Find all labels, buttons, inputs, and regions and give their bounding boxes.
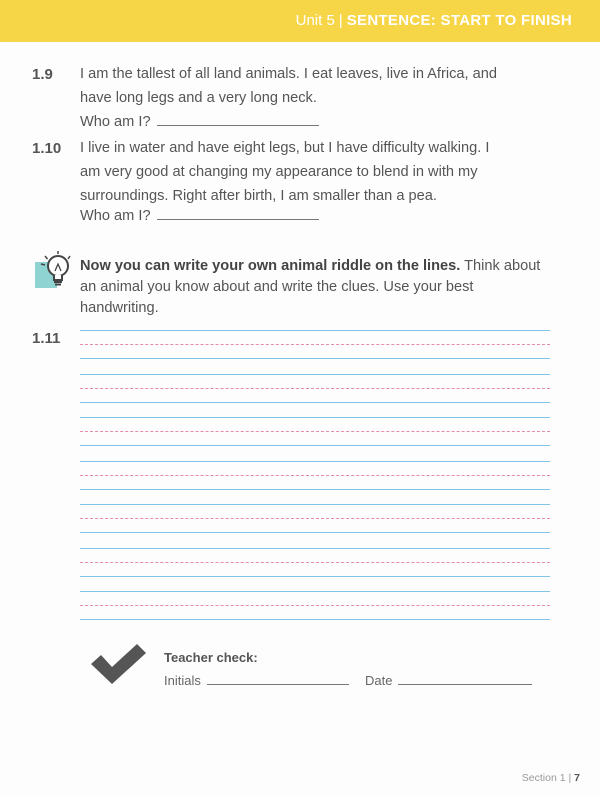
guide-line-base (80, 532, 550, 533)
answer-row-1-10 (80, 207, 319, 224)
guide-line-middle (80, 344, 550, 345)
question-number-1-10: 1.10 (32, 140, 62, 157)
instruction-text (80, 256, 550, 319)
unit-title: SENTENCE: START TO FINISH (346, 12, 572, 29)
guide-line-base (80, 619, 550, 620)
guide-line-top (80, 330, 550, 331)
instruction-bold: Now you can write your own animal riddle on the lines. (80, 258, 461, 274)
unit-label: Unit 5 (295, 12, 335, 29)
header-separator: | (338, 12, 343, 29)
instruction-rest: Think about an animal you know about and write the clues. Use your best handwriting. (80, 258, 541, 316)
initials-row (164, 673, 349, 688)
initials-label: Initials (164, 673, 201, 688)
guide-line-top (80, 591, 550, 592)
guide-line-middle (80, 562, 550, 563)
footer-separator: | (568, 772, 572, 784)
question-number-1-11: 1.11 (32, 330, 61, 347)
guide-line-top (80, 417, 550, 418)
page-footer (522, 772, 580, 784)
question-line: I am the tallest of all land animals. I eat leaves, live in Africa, and (80, 66, 497, 82)
date-row (365, 673, 532, 688)
who-am-i-label: Who am I? (80, 208, 151, 224)
who-am-i-label: Who am I? (80, 114, 151, 130)
guide-line-base (80, 445, 550, 446)
guide-line-base (80, 489, 550, 490)
answer-row-1-9 (80, 113, 319, 130)
guide-line-middle (80, 475, 550, 476)
handwriting-lines[interactable] (80, 330, 550, 630)
guide-line-middle (80, 605, 550, 606)
initials-line[interactable] (207, 674, 349, 685)
question-text-1-9 (80, 62, 550, 110)
answer-line-1-9[interactable] (157, 113, 319, 126)
guide-line-base (80, 576, 550, 577)
guide-line-base (80, 358, 550, 359)
header-bar (0, 0, 600, 42)
guide-line-top (80, 374, 550, 375)
guide-line-top (80, 461, 550, 462)
guide-line-top (80, 504, 550, 505)
guide-line-top (80, 548, 550, 549)
guide-line-middle (80, 431, 550, 432)
question-line: I live in water and have eight legs, but I have difficulty walking. I (80, 140, 490, 156)
guide-line-middle (80, 518, 550, 519)
teacher-check-label: Teacher check: (164, 650, 258, 665)
lightbulb-icon (33, 250, 71, 288)
question-line: have long legs and a very long neck. (80, 90, 317, 106)
date-label: Date (365, 673, 393, 688)
question-line: surroundings. Right after birth, I am smaller than a pea. (80, 188, 437, 204)
question-number-1-9: 1.9 (32, 66, 53, 83)
date-line[interactable] (398, 674, 532, 685)
question-line: am very good at changing my appearance to blend in with my (80, 164, 478, 180)
checkmark-icon (88, 642, 150, 688)
page-number: 7 (574, 772, 580, 784)
section-label: Section 1 (521, 772, 566, 784)
unit-heading (296, 12, 572, 29)
question-text-1-10 (80, 136, 550, 208)
guide-line-base (80, 402, 550, 403)
answer-line-1-10[interactable] (157, 207, 319, 220)
guide-line-middle (80, 388, 550, 389)
